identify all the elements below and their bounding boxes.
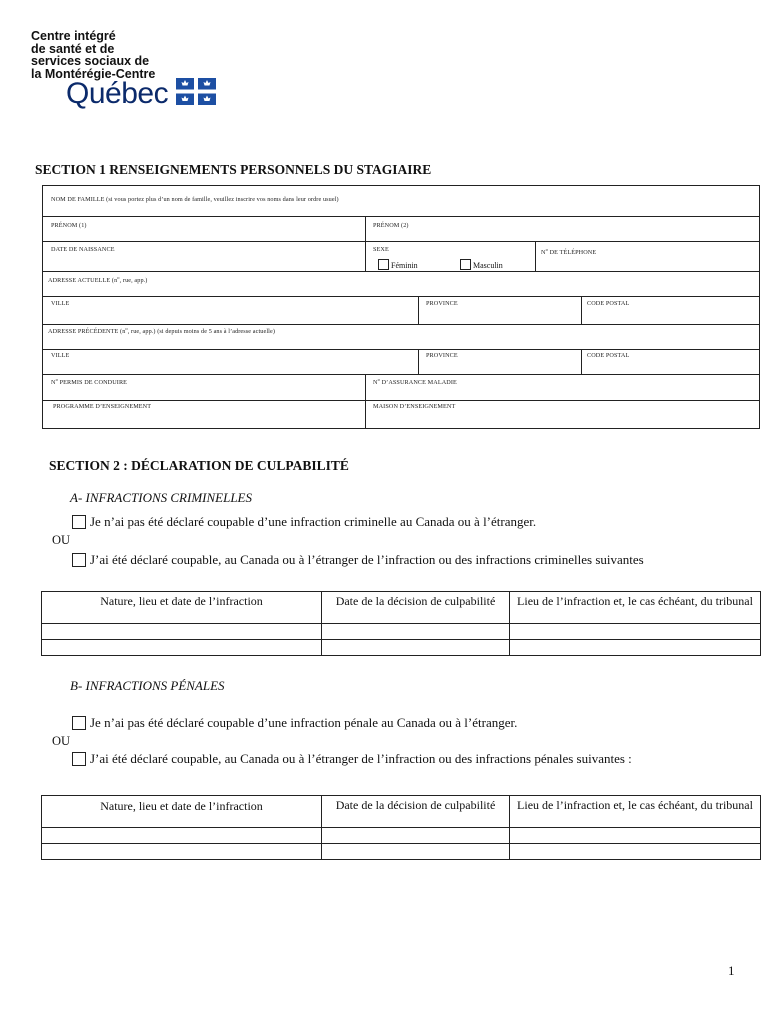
table-cell[interactable] [322, 828, 510, 844]
table-cell[interactable] [510, 828, 761, 844]
no-criminal-conviction-text: Je n’ai pas été déclaré coupable d’une infraction criminelle au Canada ou à l’étranger. [90, 514, 537, 529]
first-name-2-field[interactable]: PRÉNOM (2) [373, 222, 409, 229]
table-cell[interactable] [510, 844, 761, 860]
table-header: Lieu de l’infraction et, le cas échéant, du tribunal [510, 592, 761, 624]
penal-conviction-checkbox[interactable] [72, 752, 86, 766]
criminal-offences-heading: A- INFRACTIONS CRIMINELLES [70, 490, 252, 505]
quebec-wordmark: Québec [66, 77, 169, 110]
table-cell[interactable] [42, 844, 322, 860]
no-criminal-conviction-checkbox[interactable] [72, 515, 86, 529]
program-field[interactable]: PROGRAMME D’ENSEIGNEMENT [53, 403, 152, 410]
no-penal-conviction-text: Je n’ai pas été déclaré coupable d’une infraction pénale au Canada ou à l’étranger. [90, 715, 518, 730]
criminal-conviction-text: J’ai été déclaré coupable, au Canada ou à l’étranger de l’infraction ou des infractions criminelles suivantes [90, 552, 644, 567]
table-header: Date de la décision de culpabilité [322, 796, 510, 828]
logo-line: la Montérégie-Centre [31, 66, 156, 81]
criminal-conviction-checkbox[interactable] [72, 553, 86, 567]
penal-conviction-text: J’ai été déclaré coupable, au Canada ou à l’étranger de l’infraction ou des infractions pénales suivantes : [90, 751, 632, 766]
city-field[interactable]: VILLE [51, 300, 70, 307]
family-name-field[interactable]: NOM DE FAMILLE (si vous portez plus d’un nom de famille, veuillez inscrire vos noms dans leur ordre usuel) [51, 196, 339, 203]
birth-date-field[interactable]: DATE DE NAISSANCE [51, 246, 115, 253]
previous-postal-code-field[interactable]: CODE POSTAL [587, 352, 630, 359]
first-name-1-field[interactable]: PRÉNOM (1) [51, 222, 87, 229]
previous-province-field[interactable]: PROVINCE [426, 352, 458, 359]
table-cell[interactable] [42, 624, 322, 640]
sex-label: SEXE [373, 246, 389, 253]
or-label: OU [52, 734, 71, 748]
personal-info-form [42, 185, 760, 429]
table-cell[interactable] [510, 624, 761, 640]
postal-code-field[interactable]: CODE POSTAL [587, 300, 630, 307]
section2-title: SECTION 2 : DÉCLARATION DE CULPABILITÉ [49, 458, 349, 473]
male-checkbox[interactable] [460, 259, 471, 270]
table-cell[interactable] [510, 640, 761, 656]
table-cell[interactable] [322, 844, 510, 860]
page-number: 1 [728, 963, 735, 978]
table-cell[interactable] [42, 828, 322, 844]
phone-field[interactable]: $N^o$ DE TÉLÉPHONE [541, 247, 597, 257]
logo-line: Centre intégré [31, 29, 116, 43]
previous-address-field[interactable]: ADRESSE PRÉCÉDENTE ($n^o$, rue, app.) (si depuis moins de 5 ans à l’adresse actuelle) [48, 326, 275, 336]
table-header: Nature, lieu et date de l’infraction [42, 592, 322, 624]
female-checkbox[interactable] [378, 259, 389, 270]
or-label: OU [52, 533, 71, 547]
table-cell[interactable] [322, 624, 510, 640]
section1-title: SECTION 1 RENSEIGNEMENTS PERSONNELS DU STAGIAIRE [35, 162, 432, 177]
table-header: Nature, lieu et date de l’infraction [42, 796, 322, 828]
penal-offences-heading: B- INFRACTIONS PÉNALES [70, 678, 225, 693]
male-label: Masculin [473, 261, 503, 270]
logo-line: services sociaux de [31, 54, 150, 69]
organization-name [31, 30, 181, 80]
table-header: Lieu de l’infraction et, le cas échéant, du tribunal [510, 796, 761, 828]
criminal-offences-table [41, 591, 761, 656]
health-insurance-field[interactable]: $N^o$ D’ASSURANCE MALADIE [373, 377, 457, 387]
previous-city-field[interactable]: VILLE [51, 352, 70, 359]
female-label: Féminin [391, 261, 418, 270]
current-address-field[interactable]: ADRESSE ACTUELLE ($n^o$, rue, app.) [48, 275, 148, 285]
quebec-flag-icon [176, 78, 216, 105]
table-cell[interactable] [322, 640, 510, 656]
logo-line: de santé et de [31, 41, 115, 56]
driver-license-field[interactable]: $N^o$ PERMIS DE CONDUIRE [51, 377, 128, 387]
school-field[interactable]: MAISON D’ENSEIGNEMENT [373, 403, 456, 410]
no-penal-conviction-checkbox[interactable] [72, 716, 86, 730]
table-header: Date de la décision de culpabilité [322, 592, 510, 624]
penal-offences-table [41, 795, 761, 860]
province-field[interactable]: PROVINCE [426, 300, 458, 307]
table-cell[interactable] [42, 640, 322, 656]
